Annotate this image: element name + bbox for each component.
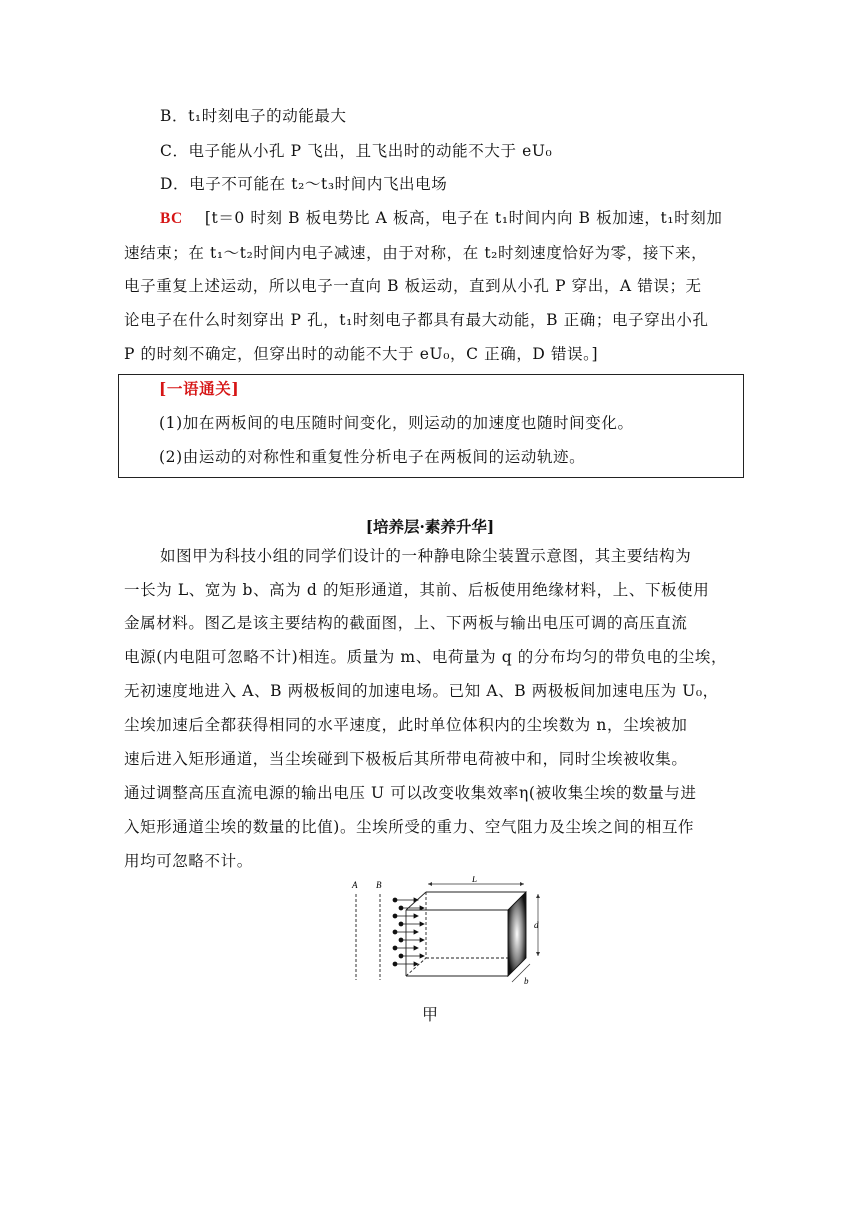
answer-line-5: P 的时刻不确定，但穿出时的动能不大于 eU₀，C 正确，D 错误。] xyxy=(124,345,599,363)
problem-line-4: 电源(内电阻可忽略不计)相连。质量为 m、电荷量为 q 的分布均匀的带负电的尘埃， xyxy=(124,648,728,666)
problem-line-6: 尘埃加速后全都获得相同的水平速度，此时单位体积内的尘埃数为 n，尘埃被加 xyxy=(124,716,688,734)
answer-text-1: [t＝0 时刻 B 板电势比 A 板高，电子在 t₁时间内向 B 板加速，t₁时刻加 xyxy=(204,209,723,227)
label-a: A xyxy=(352,880,358,890)
answer-line-4: 论电子在什么时刻穿出 P 孔，t₁时刻电子都具有最大动能，B 正确；电子穿出小孔 xyxy=(124,311,709,329)
tip-item-1: (1)加在两板间的电压随时间变化，则运动的加速度也随时间变化。 xyxy=(159,414,634,432)
label-width: b xyxy=(524,976,529,986)
answer-label: BC xyxy=(160,210,183,227)
problem-line-3: 金属材料。图乙是该主要结构的截面图，上、下两板与输出电压可调的高压直流 xyxy=(124,614,688,632)
figure-caption: 甲 xyxy=(421,1005,438,1024)
problem-line-10: 用均可忽略不计。 xyxy=(124,852,253,870)
tip-item-2: (2)由运动的对称性和重复性分析电子在两板间的运动轨迹。 xyxy=(159,448,586,466)
tip-box-title: [一语通关] xyxy=(159,379,240,398)
option-d: D．电子不可能在 t₂～t₃时间内飞出电场 xyxy=(160,175,448,193)
problem-line-2: 一长为 L、宽为 b、高为 d 的矩形通道，其前、后板使用绝缘材料，上、下板使用 xyxy=(124,581,710,599)
option-c: C．电子能从小孔 P 飞出，且飞出时的动能不大于 eU₀ xyxy=(160,142,553,160)
tip-box xyxy=(118,374,744,478)
answer-line-1 xyxy=(160,208,740,229)
label-l: L xyxy=(472,876,478,884)
problem-line-7: 速后进入矩形通道，当尘埃碰到下极板后其所带电荷被中和，同时尘埃被收集。 xyxy=(124,750,688,768)
option-b: B．t₁时刻电子的动能最大 xyxy=(160,107,347,125)
problem-line-8: 通过调整高压直流电源的输出电压 U 可以改变收集效率η(被收集尘埃的数量与进 xyxy=(124,784,697,802)
problem-line-9: 入矩形通道尘埃的数量的比值)。尘埃所受的重力、空气阻力及尘埃之间的相互作 xyxy=(124,818,695,836)
answer-line-2: 速结束；在 t₁～t₂时间内电子减速，由于对称，在 t₂时刻速度恰好为零，接下来， xyxy=(124,244,708,262)
section-heading: [培养层·素养升华] xyxy=(365,517,495,536)
end-face xyxy=(508,892,526,976)
problem-line-1: 如图甲为科技小组的同学们设计的一种静电除尘装置示意图，其主要结构为 xyxy=(160,547,692,565)
answer-line-3: 电子重复上述运动，所以电子一直向 B 板运动，直到从小孔 P 穿出，A 错误；无 xyxy=(124,277,702,295)
problem-line-5: 无初速度地进入 A、B 两极板间的加速电场。已知 A、B 两极板间加速电压为 U₀， xyxy=(124,682,719,700)
label-d: d xyxy=(534,920,539,930)
dust-collector-figure xyxy=(346,876,546,988)
label-b: B xyxy=(376,880,382,890)
